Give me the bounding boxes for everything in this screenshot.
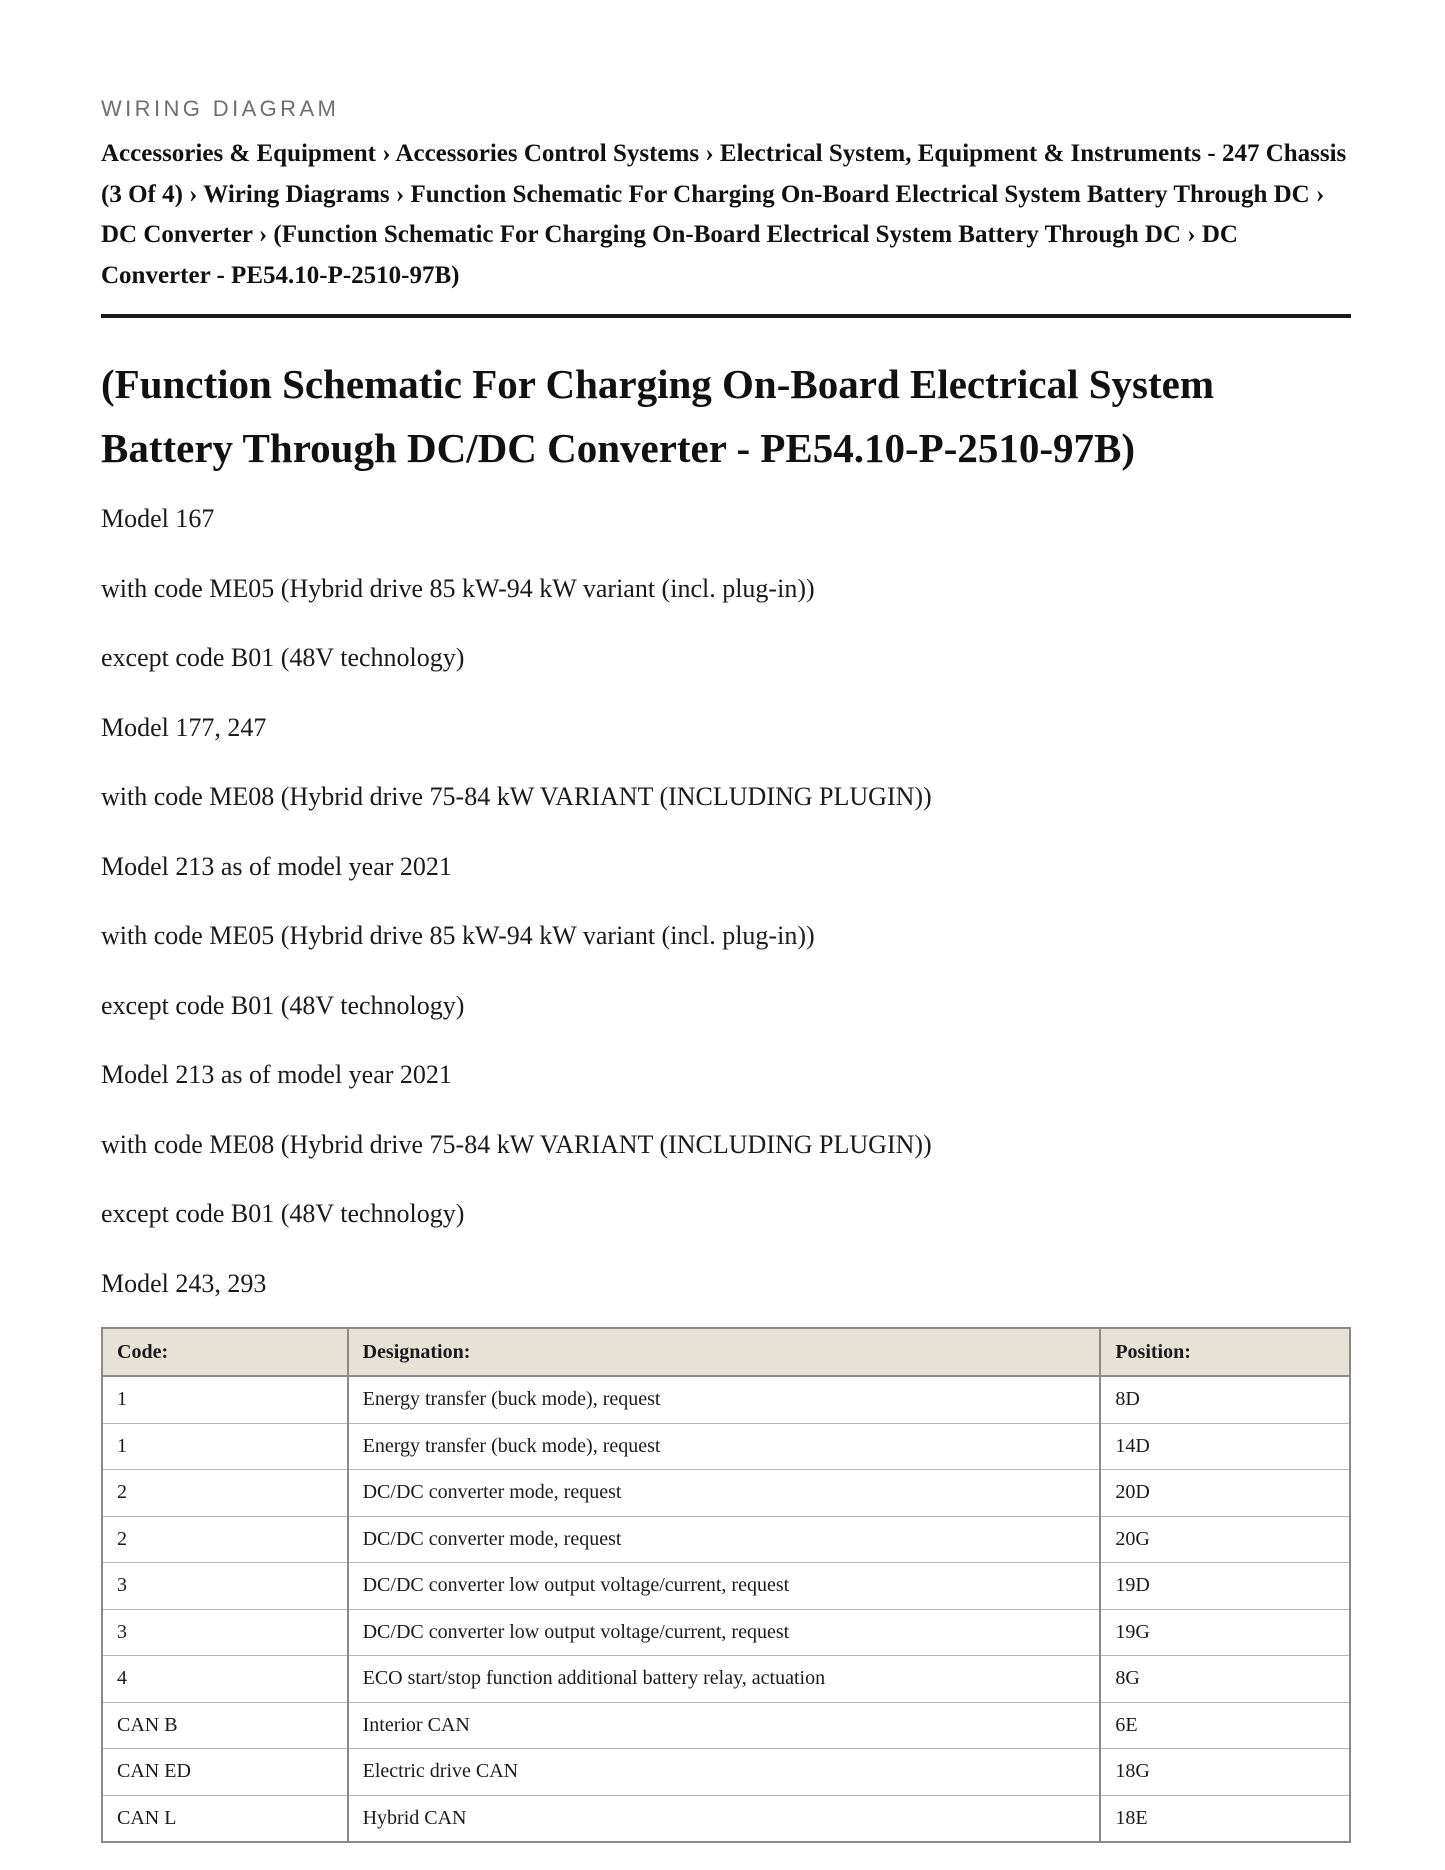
cell-position: 18E [1100,1795,1350,1842]
cell-position: 8D [1100,1376,1350,1423]
applicability-line: except code B01 (48V technology) [101,643,465,672]
table-row [102,1609,1350,1656]
applicability-list [101,502,1351,1301]
cell-designation: Hybrid CAN [348,1795,1101,1842]
cell-code: 4 [102,1656,348,1703]
cell-code: 3 [102,1563,348,1610]
applicability-line: Model 167 [101,504,215,533]
cell-position: 18G [1100,1749,1350,1796]
column-header-position: Position: [1100,1328,1350,1376]
table-row [102,1470,1350,1517]
cell-code: 3 [102,1609,348,1656]
table-row [102,1795,1350,1842]
cell-position: 20D [1100,1470,1350,1517]
table-row [102,1563,1350,1610]
cell-position: 8G [1100,1656,1350,1703]
section-kicker: WIRING DIAGRAM [101,96,340,121]
applicability-line: except code B01 (48V technology) [101,1199,465,1228]
applicability-line: Model 177, 247 [101,712,267,742]
cell-designation: DC/DC converter mode, request [348,1516,1101,1563]
table-row [102,1656,1350,1703]
applicability-line: except code B01 (48V technology) [101,990,465,1020]
cell-designation: DC/DC converter low output voltage/current, request [348,1563,1101,1610]
cell-position: 19D [1100,1563,1350,1610]
table-row [102,1423,1350,1470]
cell-position: 19G [1100,1609,1350,1656]
cell-code: 1 [102,1376,348,1423]
page-title: (Function Schematic For Charging On-Board Electrical System Battery Through DC/DC Converter - PE54.10-P-2510-97B) [101,361,1214,471]
cell-position: 20G [1100,1516,1350,1563]
cell-code: CAN L [102,1795,348,1842]
cell-code: 2 [102,1516,348,1563]
applicability-line: Model 213 as of model year 2021 [101,851,452,881]
cell-designation: Electric drive CAN [348,1749,1101,1796]
applicability-line: Model 213 as of model year 2021 [101,1060,452,1089]
table-row [102,1749,1350,1796]
column-header-code: Code: [102,1328,348,1376]
table-row [102,1702,1350,1749]
column-header-designation: Designation: [348,1328,1101,1376]
applicability-line: Model 243, 293 [101,1268,267,1298]
breadcrumb: Accessories & Equipment › Accessories Control Systems › Electrical System, Equipment & Instruments - 247 Chassis (3 Of 4) › Wiring Diagrams › Function Schematic For Charging On-Board Electrical System Battery Through DC › DC Converter › (Function Schematic For Charging On-Board Electrical System Battery Through DC › DC Converter - PE54.10-P-2510-97B) [101,134,1351,318]
applicability-line: with code ME08 (Hybrid drive 75-84 kW VARIANT (INCLUDING PLUGIN)) [101,782,932,811]
applicability-line: with code ME08 (Hybrid drive 75-84 kW VARIANT (INCLUDING PLUGIN)) [101,1129,932,1159]
cell-position: 6E [1100,1702,1350,1749]
table-row [102,1376,1350,1423]
code-table [101,1327,1351,1843]
document-page [101,0,1351,1829]
cell-designation: DC/DC converter mode, request [348,1470,1101,1517]
applicability-line: with code ME05 (Hybrid drive 85 kW-94 kW variant (incl. plug-in)) [101,921,815,950]
cell-position: 14D [1100,1423,1350,1470]
cell-designation: Energy transfer (buck mode), request [348,1376,1101,1423]
applicability-line: with code ME05 (Hybrid drive 85 kW-94 kW variant (incl. plug-in)) [101,573,815,603]
cell-designation: Energy transfer (buck mode), request [348,1423,1101,1470]
table-row [102,1516,1350,1563]
cell-designation: DC/DC converter low output voltage/current, request [348,1609,1101,1656]
cell-code: CAN B [102,1702,348,1749]
cell-designation: Interior CAN [348,1702,1101,1749]
cell-code: 1 [102,1423,348,1470]
cell-code: 2 [102,1470,348,1517]
cell-code: CAN ED [102,1749,348,1796]
table-header-row [102,1328,1350,1376]
cell-designation: ECO start/stop function additional battery relay, actuation [348,1656,1101,1703]
